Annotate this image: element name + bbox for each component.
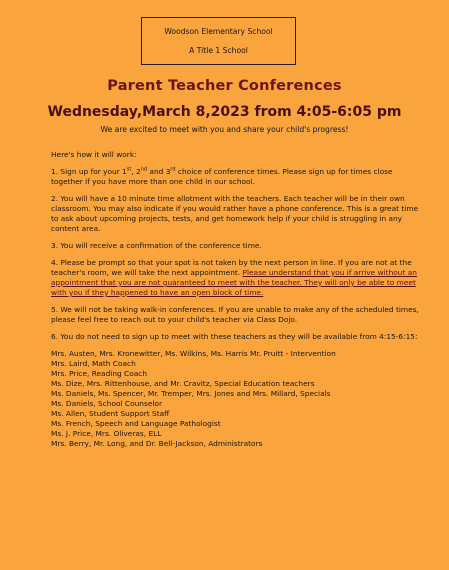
ordinal-suffix: rd xyxy=(170,166,176,173)
ordinal-suffix: st xyxy=(126,166,132,173)
instruction-item-4 xyxy=(51,258,421,298)
instruction-item-3: 3. You will receive a confirmation of the conference time. xyxy=(51,241,262,250)
staff-line: Ms. Daniels, Ms. Spencer, Mr. Tremper, Mrs. Jones and Mrs. Millard, Specials xyxy=(51,389,331,398)
instruction-item-1 xyxy=(51,167,421,187)
staff-line: Ms. Daniels, School Counselor xyxy=(51,399,162,408)
instruction-item-6: 6. You do not need to sign up to meet with these teachers as they will be available from 4:15-6:15: xyxy=(51,332,418,341)
how-it-works-heading: Here's how it will work: xyxy=(51,150,137,159)
intro-text: We are excited to meet with you and share your child's progress! xyxy=(100,125,349,134)
item-1-text-d: choice of conference times. Please sign up for times close together if you have more than one child in our school. xyxy=(51,167,393,186)
item-4-underlined-note: Please understand that you if arrive without an appointment that you are not guaranteed to meet with the teacher. They will only be able to meet with you if they happened to have an open block of time. xyxy=(51,268,417,297)
event-date-time: Wednesday,March 8,2023 from 4:05-6:05 pm xyxy=(47,104,402,120)
school-header-box xyxy=(141,17,296,65)
instructions xyxy=(51,150,421,449)
staff-line: Ms. Allen, Student Support Staff xyxy=(51,409,170,418)
staff-line: Mrs. Austen, Mrs. Kronewitter, Ms. Wilkins, Ms. Harris Mr. Pruitt - Intervention xyxy=(51,349,336,358)
staff-line: Mrs. Laird, Math Coach xyxy=(51,359,136,368)
school-designation: A Title 1 School xyxy=(189,45,248,55)
page-title: Parent Teacher Conferences xyxy=(107,78,342,94)
staff-line: Ms. J. Price, Mrs. Oliveras, ELL xyxy=(51,429,162,438)
instruction-item-5: 5. We will not be taking walk-in conferences. If you are unable to make any of the scheduled times, please feel free to reach out to your child's teacher via Class Dojo. xyxy=(51,305,419,324)
staff-line: Ms. Dize, Mrs. Rittenhouse, and Mr. Cravitz, Special Education teachers xyxy=(51,379,315,388)
staff-line: Mrs. Berry, Mr. Long, and Dr. Bell-Jackson, Administrators xyxy=(51,439,263,448)
school-name: Woodson Elementary School xyxy=(164,27,273,36)
ordinal-suffix: nd xyxy=(140,166,148,173)
staff-line: Mrs. Price, Reading Coach xyxy=(51,369,147,378)
item-1-text-c: and 3 xyxy=(147,167,171,176)
item-1-text-b: , 2 xyxy=(131,167,141,176)
staff-line: Ms. French, Speech and Language Pathologist xyxy=(51,419,221,428)
instruction-item-2: 2. You will have a 10 minute time allotment with the teachers. Each teacher will be in their own classroom. You may also indicate if you would rather have a phone conference. This is a great time to ask about upcoming projects, tests, and get homework help if your child is struggling in any content area. xyxy=(51,194,419,233)
staff-list xyxy=(51,349,421,449)
item-1-text-a: 1. Sign up for your 1 xyxy=(51,167,127,176)
item-4-text: 4. Please be prompt so that your spot is not taken by the next person in line. If you are not at the teacher's room, we will take the next appointment. xyxy=(51,258,412,277)
